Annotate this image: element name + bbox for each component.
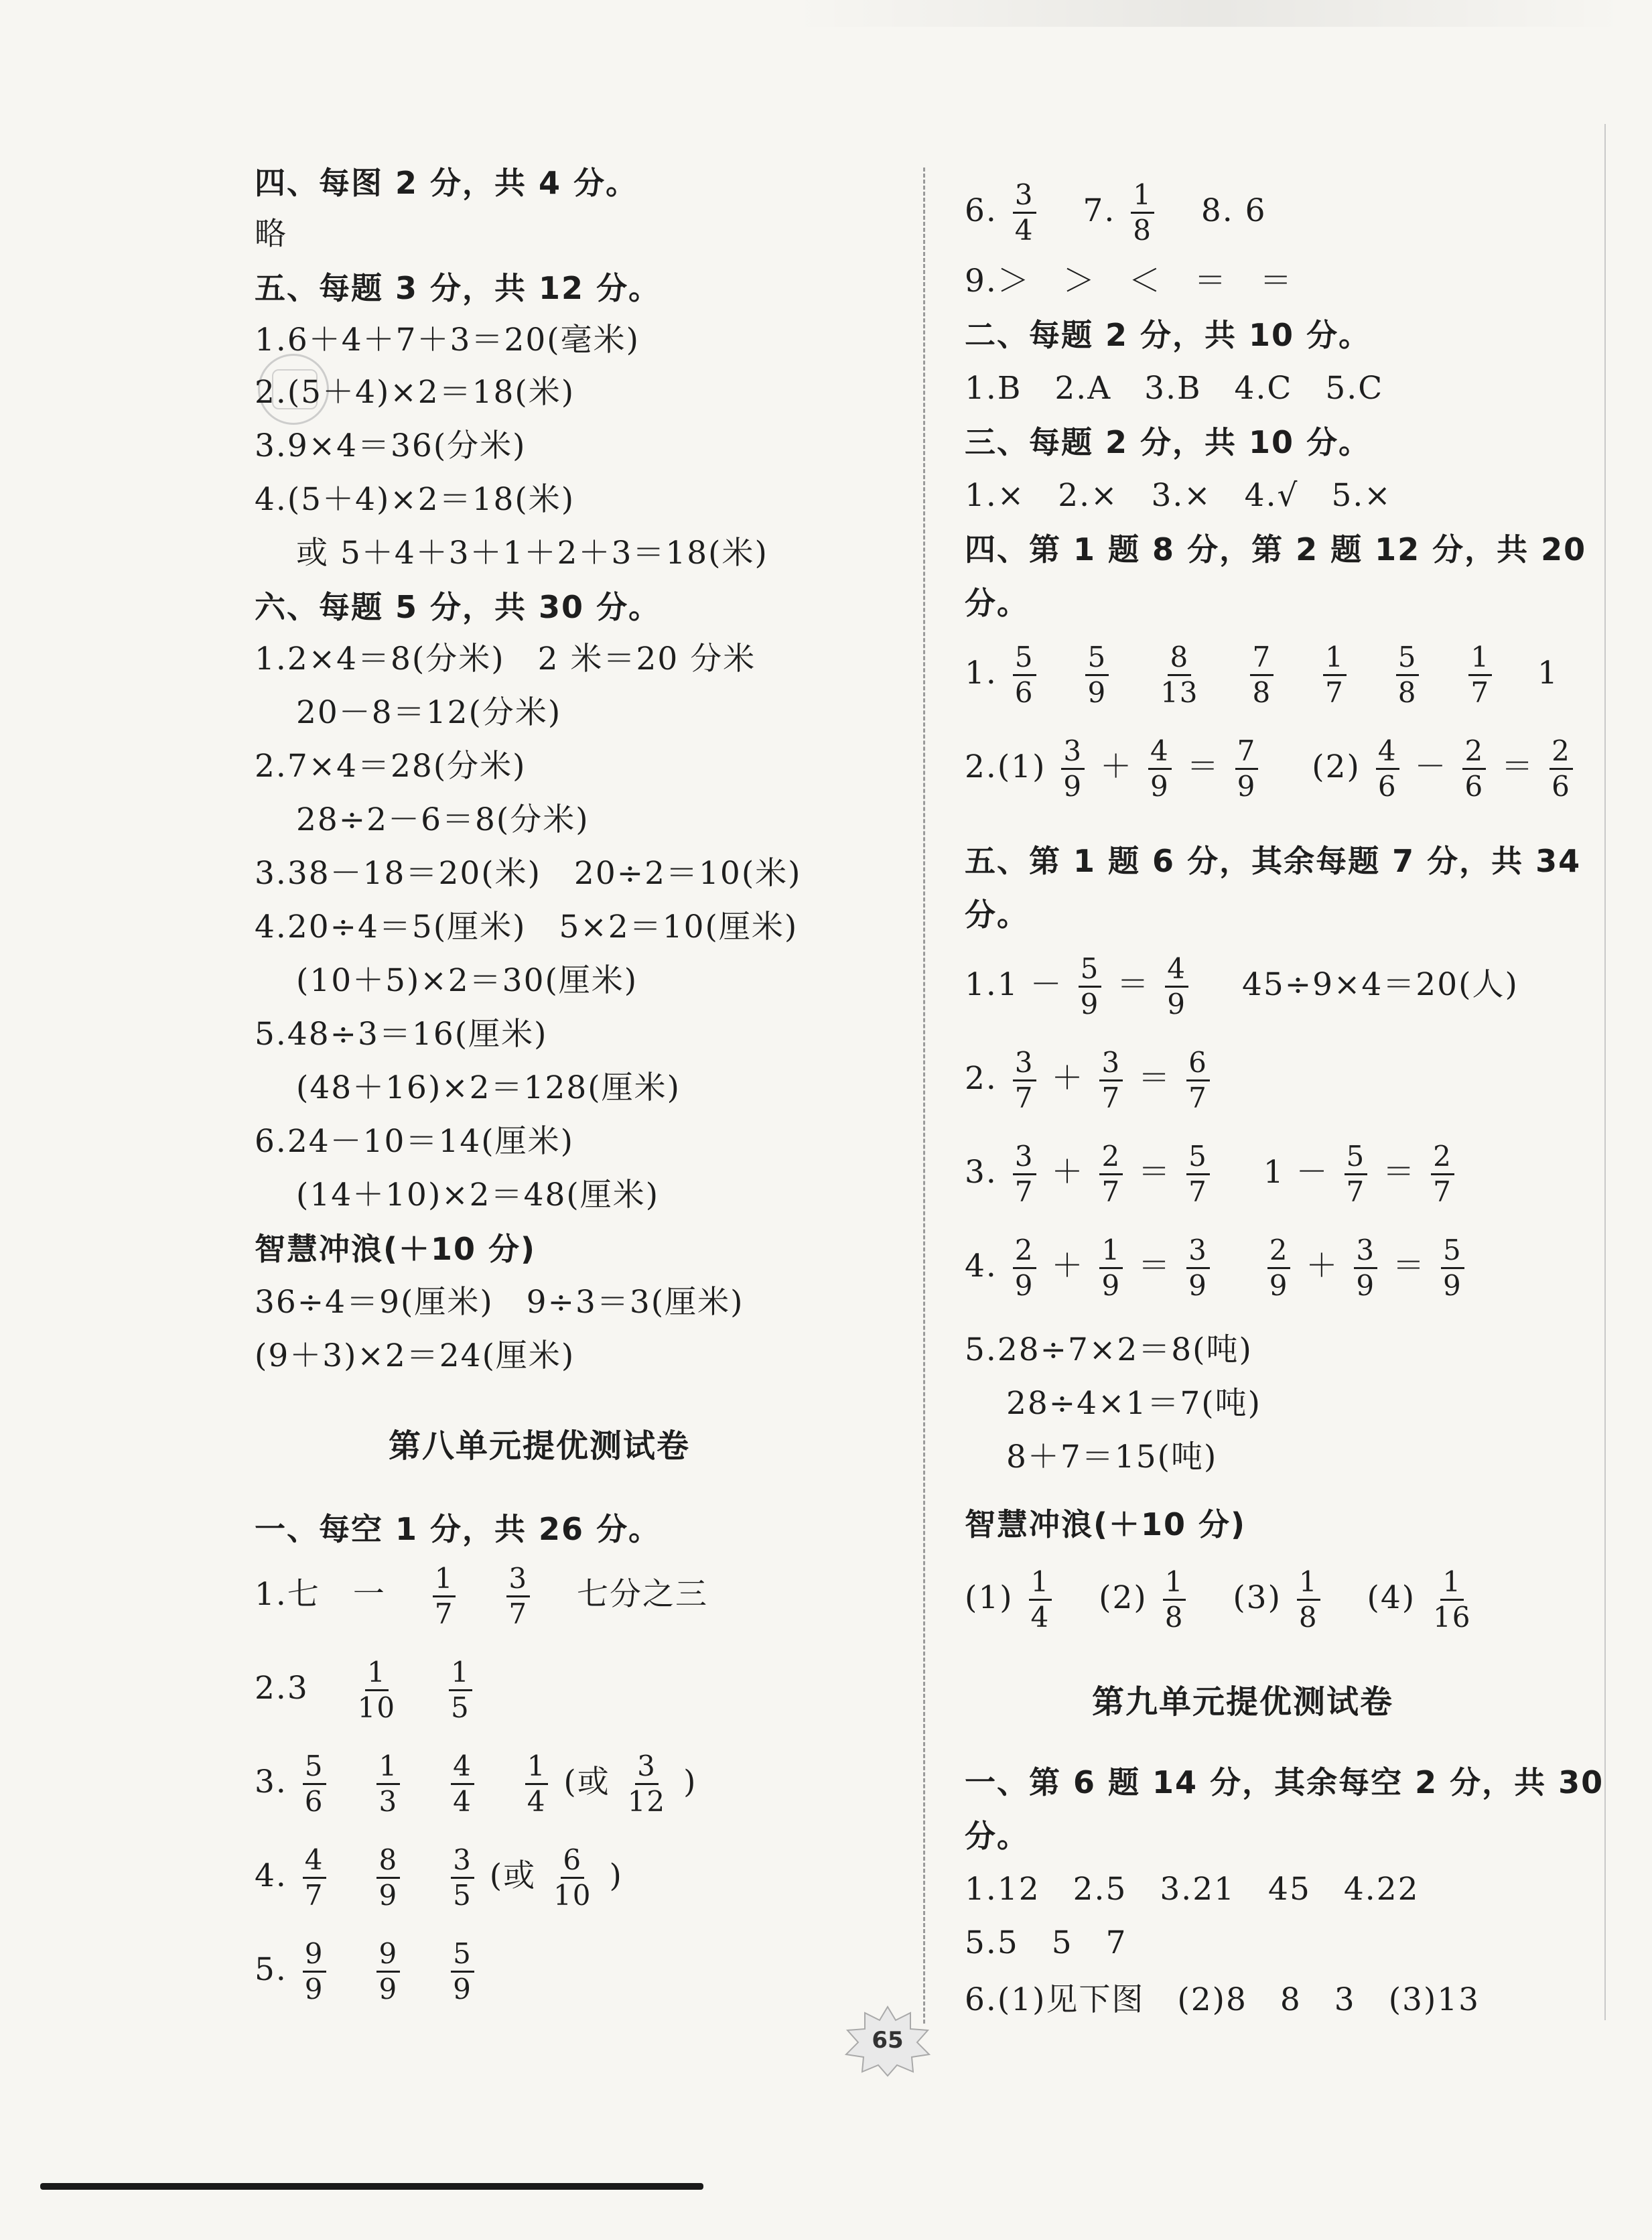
answer-line <box>255 1843 623 1912</box>
numerator: 5 <box>1085 643 1109 676</box>
fraction <box>1163 1565 1186 1634</box>
answer-text: 1 <box>1537 654 1559 691</box>
fraction <box>1148 734 1172 803</box>
fraction <box>506 1562 530 1630</box>
answer-line <box>965 1236 1468 1300</box>
denominator: 9 <box>1087 676 1107 709</box>
answer-text: 2.3 <box>255 1669 309 1707</box>
fraction <box>1013 1142 1036 1206</box>
fraction <box>449 1658 472 1722</box>
answer-text: 7. <box>1083 192 1116 229</box>
answer-text: 4. <box>255 1857 287 1894</box>
answer-line: 28÷4×1＝7(吨) <box>1006 1385 1261 1422</box>
denominator: 10 <box>357 1691 397 1724</box>
denominator: 9 <box>304 1973 324 2005</box>
fraction <box>303 1752 326 1816</box>
fraction <box>1079 952 1102 1020</box>
fraction <box>1013 1236 1036 1300</box>
page-number <box>841 2003 935 2077</box>
answer-text: 1.1 <box>965 966 1019 1003</box>
fraction <box>1235 734 1259 803</box>
numerator: 1 <box>1029 1568 1052 1601</box>
fraction <box>1396 643 1420 707</box>
fraction <box>1345 1142 1368 1206</box>
numerator: 2 <box>1099 1142 1123 1175</box>
minus-sign: － <box>1030 966 1063 1003</box>
fraction <box>1099 1236 1123 1300</box>
numerator: 7 <box>1235 737 1259 770</box>
numerator: 8 <box>1168 643 1191 676</box>
denominator: 9 <box>1443 1269 1462 1302</box>
denominator: 9 <box>1150 770 1170 803</box>
denominator: 8 <box>1298 1601 1318 1634</box>
answer-line: (10＋5)×2＝30(厘米) <box>296 962 638 999</box>
section-heading: 二、每题 2 分，共 10 分。 <box>965 317 1371 353</box>
numerator: 4 <box>1376 737 1399 770</box>
denominator: 13 <box>1160 676 1199 709</box>
denominator: 7 <box>1101 1081 1121 1114</box>
answer-line: 2.(5＋4)×2＝18(米) <box>255 374 575 411</box>
answer-line: 8＋7＝15(吨) <box>1006 1439 1218 1475</box>
numerator: 3 <box>1013 181 1036 214</box>
section-heading: 一、每空 1 分，共 26 分。 <box>255 1511 661 1547</box>
equals-sign: ＝ <box>1117 966 1150 1003</box>
scan-noise <box>790 0 1628 27</box>
answer-line <box>965 1046 1214 1114</box>
answer-line: 3.38－18＝20(米) 20÷2＝10(米) <box>255 855 802 892</box>
answer-text: (或 <box>489 1857 537 1894</box>
numerator: 1 <box>1131 181 1154 214</box>
answer-line <box>255 1658 476 1722</box>
numerator: 1 <box>376 1752 400 1785</box>
fraction <box>1431 1565 1473 1634</box>
fraction <box>1061 734 1085 803</box>
answer-text: 45÷9×4＝20(人) <box>1241 966 1519 1003</box>
fraction <box>1158 643 1200 707</box>
answer-line: 1.12 2.5 3.21 45 4.22 <box>965 1871 1420 1908</box>
fraction <box>1323 643 1347 707</box>
answer-line: 6.(1)见下图 (2)8 8 3 (3)13 <box>965 1981 1481 2018</box>
section-heading: 四、第 1 题 8 分，第 2 题 12 分，共 20 <box>965 531 1587 568</box>
denominator: 7 <box>1188 1175 1208 1208</box>
fraction <box>1131 178 1154 247</box>
numerator: 4 <box>303 1846 326 1879</box>
fraction <box>451 1752 474 1816</box>
answer-text: ) <box>683 1763 697 1800</box>
denominator: 7 <box>1325 676 1345 709</box>
fraction <box>1013 178 1036 247</box>
answer-line <box>965 734 1577 803</box>
answer-line: 1.B 2.A 3.B 4.C 5.C <box>965 370 1384 407</box>
fraction <box>1462 734 1486 803</box>
section-heading: 分。 <box>965 1818 1029 1854</box>
denominator: 9 <box>1080 988 1100 1020</box>
denominator: 9 <box>1237 770 1257 803</box>
fraction <box>303 1843 326 1912</box>
numerator: 1 <box>433 1565 456 1597</box>
fraction <box>451 1937 474 2005</box>
denominator: 4 <box>527 1785 547 1818</box>
numerator: 9 <box>376 1940 400 1973</box>
fraction <box>1431 1142 1454 1206</box>
fraction <box>1165 952 1188 1020</box>
fraction <box>376 1843 400 1912</box>
fraction <box>1013 1046 1036 1114</box>
fraction <box>1267 1236 1291 1300</box>
denominator: 7 <box>1188 1081 1208 1114</box>
equals-sign: ＝ <box>1138 1153 1172 1191</box>
numerator: 3 <box>1099 1049 1123 1081</box>
denominator: 6 <box>1014 676 1034 709</box>
denominator: 5 <box>451 1691 470 1724</box>
unit9-title: 第九单元提优测试卷 <box>1092 1683 1394 1721</box>
denominator: 6 <box>1552 770 1571 803</box>
fraction <box>451 1843 474 1912</box>
answer-line: 28÷2－6＝8(分米) <box>296 801 590 838</box>
section-heading: 六、每题 5 分，共 30 分。 <box>255 589 661 625</box>
numerator: 1 <box>1440 1568 1464 1601</box>
fraction <box>376 1752 400 1816</box>
fraction <box>1099 1142 1123 1206</box>
denominator: 9 <box>1014 1269 1034 1302</box>
section-heading: 四、每图 2 分，共 4 分。 <box>255 165 638 201</box>
fraction <box>1441 1236 1464 1300</box>
denominator: 8 <box>1397 676 1418 709</box>
answer-text: 1 <box>1263 1153 1285 1191</box>
numerator: 4 <box>1165 955 1188 988</box>
denominator: 7 <box>304 1879 324 1912</box>
numerator: 4 <box>451 1752 474 1785</box>
denominator: 10 <box>553 1879 592 1912</box>
column-divider <box>923 168 925 2024</box>
answer-text: ) <box>609 1857 623 1894</box>
answer-line: 4.(5＋4)×2＝18(米) <box>255 481 575 518</box>
answer-line: (48＋16)×2＝128(厘米) <box>296 1069 681 1106</box>
denominator: 8 <box>1164 1601 1184 1634</box>
answer-line: 5.28÷7×2＝8(吨) <box>965 1331 1253 1368</box>
denominator: 7 <box>1101 1175 1121 1208</box>
equals-sign: ＝ <box>1138 1059 1172 1097</box>
fraction <box>1250 643 1274 707</box>
denominator: 7 <box>1346 1175 1366 1208</box>
answer-text: 2.(1) <box>965 748 1046 785</box>
equals-sign: ＝ <box>1383 1153 1416 1191</box>
numerator: 5 <box>1013 643 1036 676</box>
denominator: 9 <box>378 1973 399 2005</box>
numerator: 3 <box>451 1846 474 1879</box>
fraction <box>525 1752 549 1816</box>
answer-line: 6.24－10＝14(厘米) <box>255 1123 574 1160</box>
numerator: 5 <box>1441 1236 1464 1269</box>
denominator: 3 <box>378 1785 399 1818</box>
denominator: 7 <box>1433 1175 1452 1208</box>
numerator: 9 <box>303 1940 326 1973</box>
fraction <box>551 1843 594 1912</box>
answer-text: (2) <box>1099 1579 1148 1616</box>
numerator: 3 <box>1013 1142 1036 1175</box>
answer-line: 1.6＋4＋7＋3＝20(毫米) <box>255 322 640 358</box>
section-heading: 分。 <box>965 585 1029 621</box>
numerator: 2 <box>1462 737 1486 770</box>
denominator: 4 <box>1030 1601 1050 1634</box>
answer-line: 3.9×4＝36(分米) <box>255 427 527 464</box>
answer-line: 9.＞ ＞ ＜ ＝ ＝ <box>965 263 1293 300</box>
numerator: 8 <box>376 1846 400 1879</box>
section-heading: 分。 <box>965 897 1029 933</box>
fraction <box>433 1562 456 1630</box>
bonus-heading: 智慧冲浪(＋10 分) <box>255 1231 537 1267</box>
answer-line <box>255 1937 478 2005</box>
answer-text: 6. <box>965 192 997 229</box>
fraction <box>376 1937 400 2005</box>
answer-text: (或 <box>563 1763 610 1800</box>
denominator: 6 <box>1377 770 1397 803</box>
minus-sign: － <box>1414 748 1448 785</box>
denominator: 9 <box>1356 1269 1376 1302</box>
numerator: 1 <box>1323 643 1347 676</box>
numerator: 1 <box>1468 643 1492 676</box>
numerator: 3 <box>635 1752 659 1785</box>
numerator: 5 <box>451 1940 474 1973</box>
answer-line: 1.× 2.× 3.× 4.√ 5.× <box>965 477 1392 514</box>
answer-line: 36÷4＝9(厘米) 9÷3＝3(厘米) <box>255 1284 744 1321</box>
numerator: 6 <box>561 1846 584 1879</box>
denominator: 9 <box>1101 1269 1121 1302</box>
scan-edge <box>40 2183 703 2190</box>
answer-text: 3. <box>965 1153 997 1191</box>
fraction <box>1186 1142 1210 1206</box>
numerator: 2 <box>1431 1142 1454 1175</box>
denominator: 7 <box>508 1597 529 1630</box>
fraction <box>1468 643 1492 707</box>
answer-line: 或 5＋4＋3＋1＋2＋3＝18(米) <box>296 535 768 572</box>
numerator: 5 <box>303 1752 326 1785</box>
answer-line <box>965 1142 1458 1206</box>
answer-line: 5.48÷3＝16(厘米) <box>255 1016 548 1053</box>
numerator: 1 <box>525 1752 549 1785</box>
numerator: 3 <box>1186 1236 1210 1269</box>
numerator: 4 <box>1148 737 1172 770</box>
numerator: 2 <box>1550 737 1573 770</box>
equals-sign: ＝ <box>1138 1247 1172 1284</box>
fraction <box>1297 1565 1320 1634</box>
numerator: 7 <box>1250 643 1274 676</box>
numerator: 5 <box>1345 1142 1368 1175</box>
numerator: 3 <box>1061 737 1085 770</box>
denominator: 9 <box>453 1973 472 2005</box>
numerator: 2 <box>1267 1236 1291 1269</box>
fraction <box>1013 643 1036 707</box>
fraction <box>1186 1046 1210 1114</box>
denominator: 9 <box>1167 988 1187 1020</box>
denominator: 4 <box>453 1785 472 1818</box>
numerator: 5 <box>1186 1142 1210 1175</box>
denominator: 7 <box>1014 1175 1034 1208</box>
denominator: 9 <box>1188 1269 1208 1302</box>
answer-text: 七分之三 <box>577 1575 709 1613</box>
numerator: 1 <box>449 1658 472 1691</box>
denominator: 4 <box>1014 214 1034 247</box>
numerator: 3 <box>1354 1236 1377 1269</box>
fraction <box>626 1752 668 1816</box>
plus-sign: ＋ <box>1100 748 1133 785</box>
answer-line: 1.2×4＝8(分米) 2 米＝20 分米 <box>255 641 756 677</box>
denominator: 7 <box>1470 676 1491 709</box>
section-heading: 五、每题 3 分，共 12 分。 <box>255 270 661 306</box>
fraction <box>356 1658 398 1722</box>
fraction <box>1029 1565 1052 1634</box>
fraction <box>1099 1046 1123 1114</box>
denominator: 5 <box>453 1879 472 1912</box>
section-heading: 三、每题 2 分，共 10 分。 <box>965 424 1371 460</box>
answer-text: (4) <box>1367 1579 1416 1616</box>
plus-sign: ＋ <box>1306 1247 1339 1284</box>
answer-line <box>965 178 1267 247</box>
answer-line: 4.20÷4＝5(厘米) 5×2＝10(厘米) <box>255 909 799 945</box>
answer-line: 2.7×4＝28(分米) <box>255 748 527 785</box>
answer-line <box>255 1752 697 1816</box>
equals-sign: ＝ <box>1186 748 1220 785</box>
answer-line: (9＋3)×2＝24(厘米) <box>255 1337 575 1374</box>
denominator: 7 <box>1014 1081 1034 1114</box>
numerator: 3 <box>506 1565 530 1597</box>
denominator: 9 <box>1063 770 1083 803</box>
numerator: 3 <box>1013 1049 1036 1081</box>
denominator: 6 <box>1464 770 1485 803</box>
answer-text: 1. <box>965 654 997 691</box>
numerator: 5 <box>1079 955 1102 988</box>
fraction <box>1354 1236 1377 1300</box>
plus-sign: ＋ <box>1051 1247 1085 1284</box>
answer-text: 5. <box>255 1951 287 1988</box>
equals-sign: ＝ <box>1393 1247 1426 1284</box>
minus-sign: － <box>1296 1153 1329 1191</box>
answer-line <box>965 643 1559 707</box>
answer-text: 8. 6 <box>1200 192 1267 229</box>
margin-rule <box>1604 124 1606 2020</box>
fraction <box>303 1937 326 2005</box>
answer-line <box>255 1562 709 1630</box>
fraction <box>1376 734 1399 803</box>
section-heading: 一、第 6 题 14 分，其余每空 2 分，共 30 <box>965 1764 1604 1800</box>
answer-line: 5.5 5 7 <box>965 1924 1127 1961</box>
denominator: 16 <box>1433 1601 1472 1634</box>
fraction <box>1085 643 1109 707</box>
plus-sign: ＋ <box>1051 1153 1085 1191</box>
answer-text: 4. <box>965 1247 997 1284</box>
answer-text: (1) <box>965 1579 1014 1616</box>
denominator: 8 <box>1252 676 1272 709</box>
answer-line: 略 <box>255 216 287 253</box>
denominator: 9 <box>378 1879 399 1912</box>
numerator: 1 <box>1297 1568 1320 1601</box>
fraction <box>1186 1236 1210 1300</box>
answer-line <box>965 1565 1478 1634</box>
answer-text: (2) <box>1312 748 1361 785</box>
numerator: 1 <box>1163 1568 1186 1601</box>
answer-line: (14＋10)×2＝48(厘米) <box>296 1177 660 1213</box>
denominator: 9 <box>1269 1269 1289 1302</box>
numerator: 5 <box>1396 643 1420 676</box>
page-number-text: 65 <box>872 2027 904 2054</box>
denominator: 8 <box>1133 214 1152 247</box>
numerator: 1 <box>1099 1236 1123 1269</box>
equals-sign: ＝ <box>1501 748 1535 785</box>
answer-text: 3. <box>255 1763 287 1800</box>
fraction <box>1550 734 1573 803</box>
numerator: 6 <box>1186 1049 1210 1081</box>
answer-text: (3) <box>1233 1579 1282 1616</box>
plus-sign: ＋ <box>1051 1059 1085 1097</box>
answer-line: 20－8＝12(分米) <box>296 694 562 731</box>
answer-text: 1.七 一 <box>255 1575 386 1613</box>
section-heading: 五、第 1 题 6 分，其余每题 7 分，共 34 <box>965 843 1582 879</box>
answer-text: 2. <box>965 1059 997 1097</box>
numerator: 1 <box>365 1658 389 1691</box>
denominator: 7 <box>434 1597 454 1630</box>
answer-line <box>965 952 1519 1020</box>
denominator: 6 <box>304 1785 324 1818</box>
unit8-title: 第八单元提优测试卷 <box>389 1427 691 1465</box>
bonus-heading: 智慧冲浪(＋10 分) <box>965 1506 1247 1542</box>
denominator: 12 <box>627 1785 667 1818</box>
numerator: 2 <box>1013 1236 1036 1269</box>
